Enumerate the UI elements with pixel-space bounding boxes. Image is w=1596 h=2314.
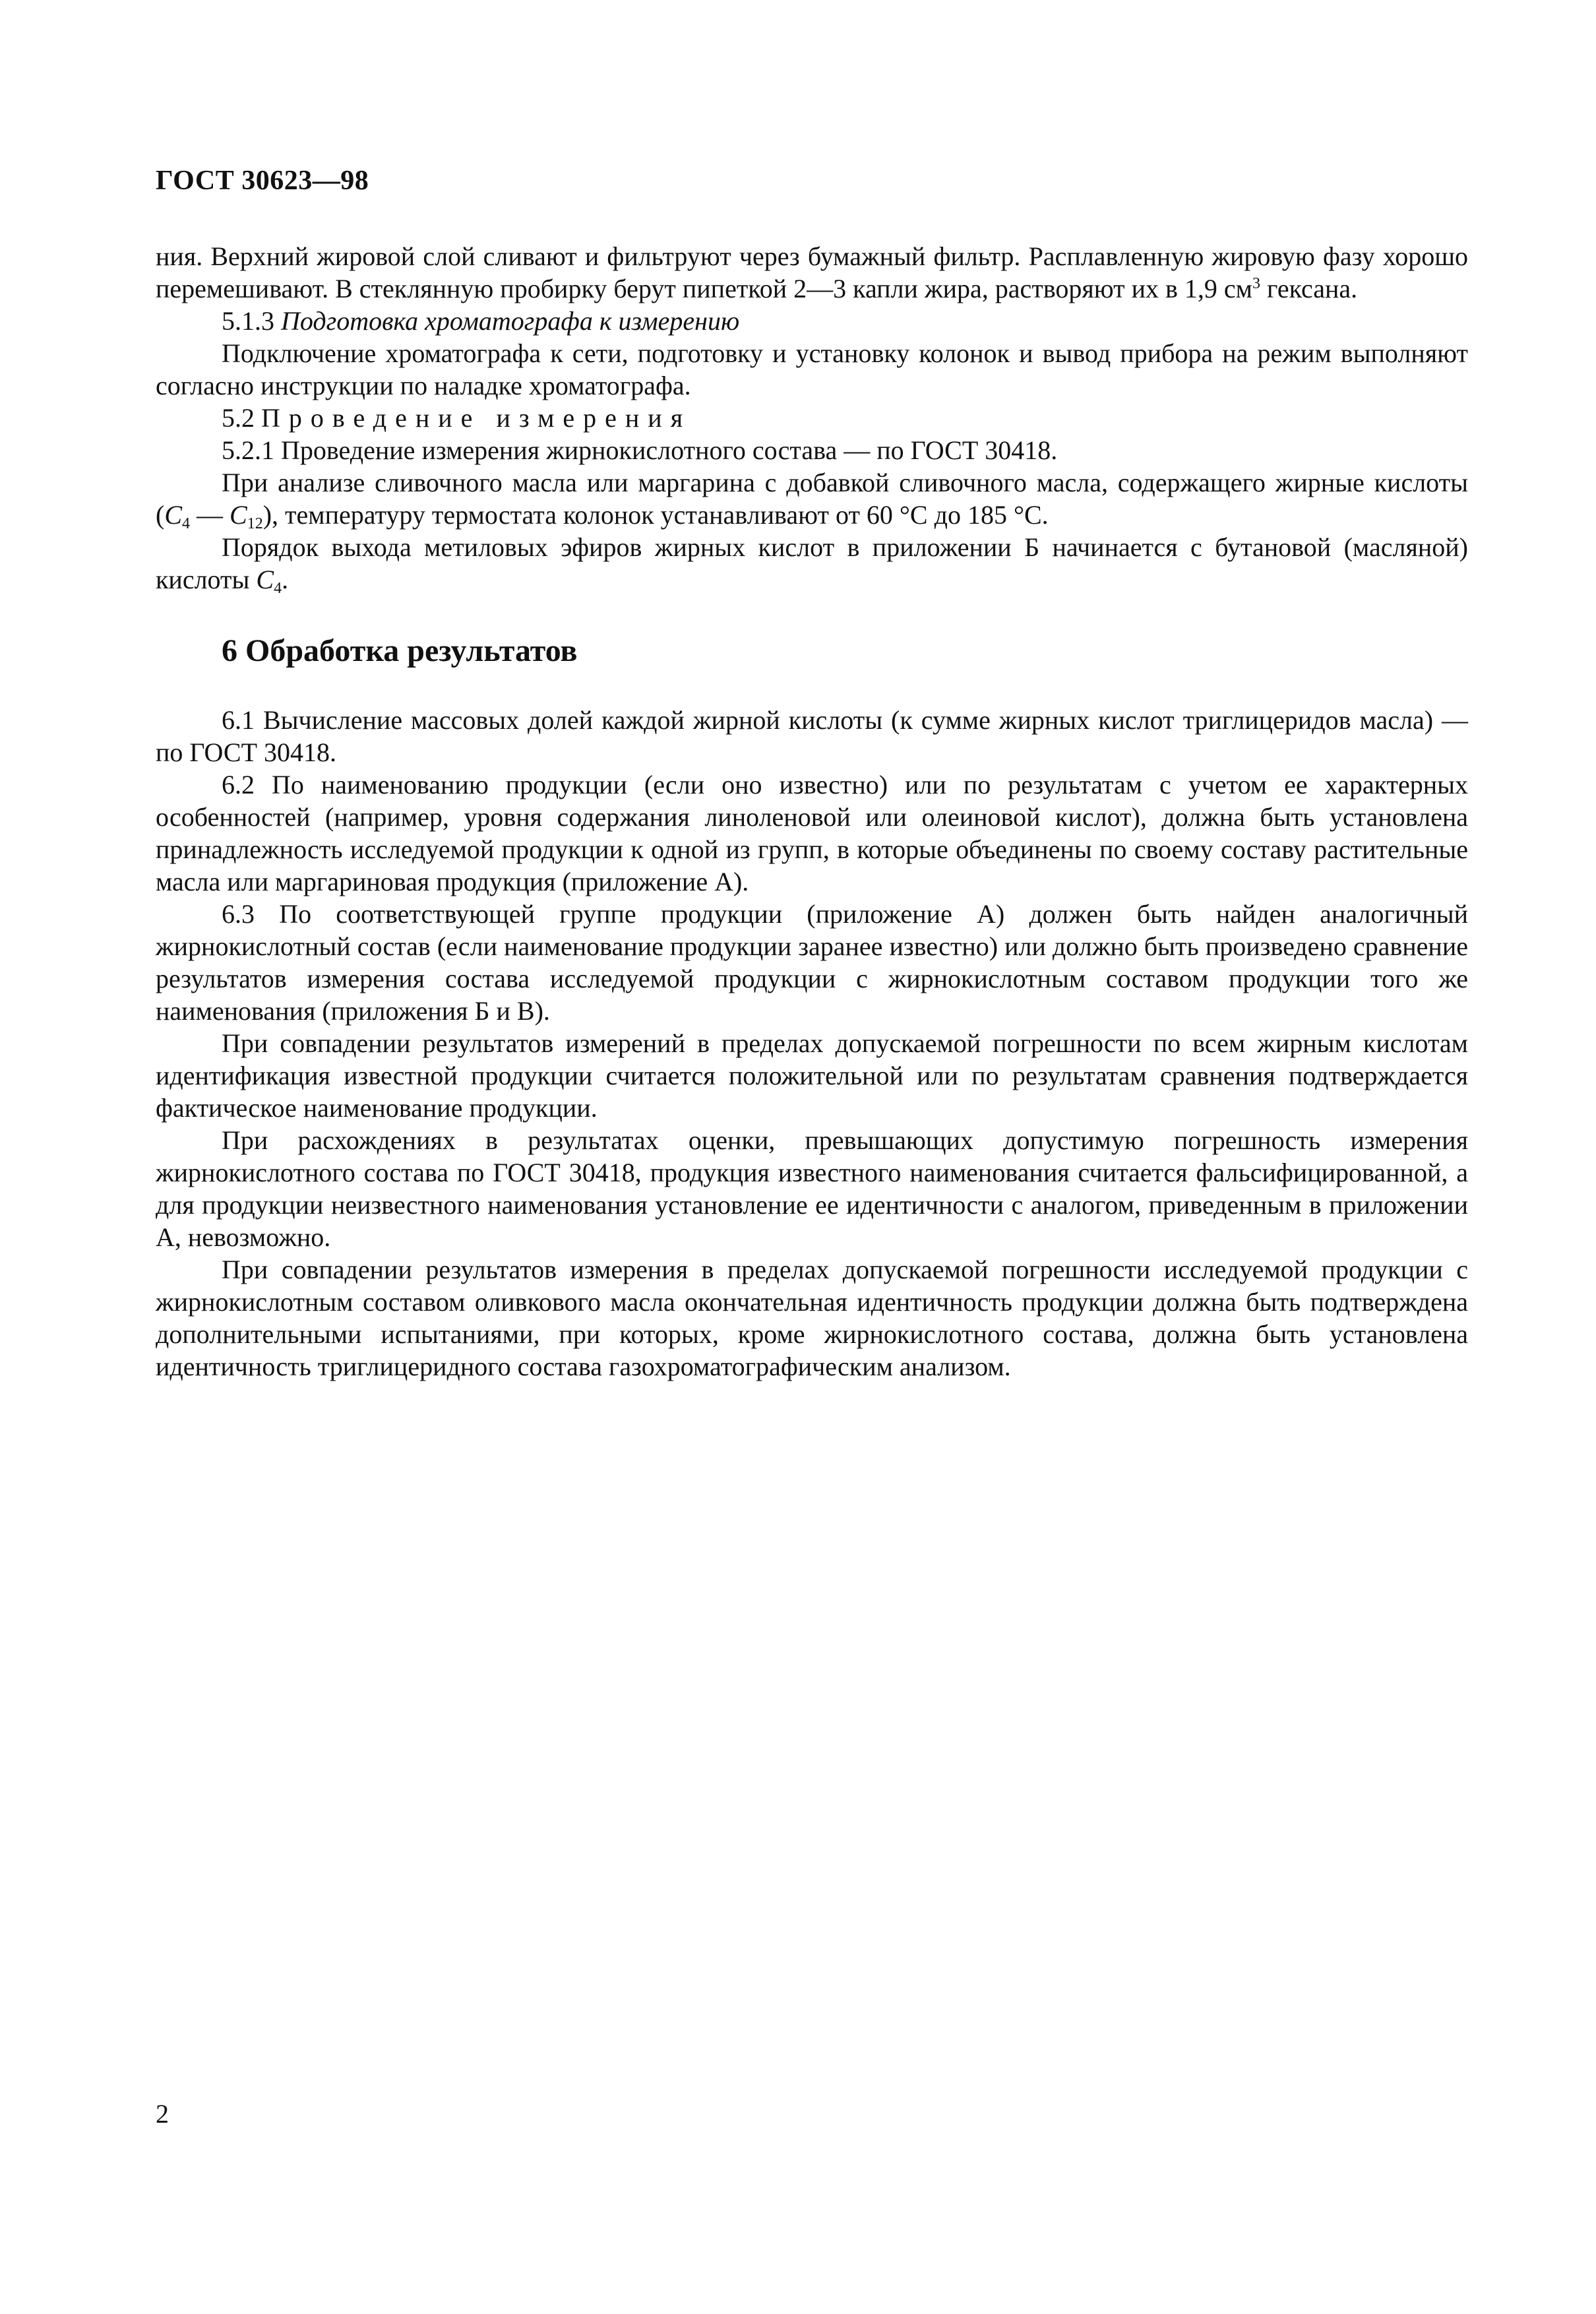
subscript: 12 xyxy=(247,515,263,532)
formula-symbol: C xyxy=(230,500,247,530)
item-5-1-3 xyxy=(156,305,1468,337)
paragraph-text: гексана. xyxy=(1260,274,1358,303)
item-5-2 xyxy=(156,402,1468,434)
dash: — xyxy=(190,500,230,530)
paragraph-5-2-1: 5.2.1 Проведение измерения жирнокислотного состава — по ГОСТ 30418. xyxy=(222,435,1058,465)
continued-paragraph xyxy=(156,240,1468,305)
paragraph-olive: При совпадении результатов измерения в пределах допускаемой погрешности исследуемой продукции с жирнокислотным составом оливкового масла окончательная идентичность продукции должна быть подтверждена дополнительными испытаниями, при которых, кроме жирнокислотного состава, должна быть установлена идентичность триглицеридного состава газохроматографическим анализом. xyxy=(156,1255,1468,1381)
document-body xyxy=(156,240,1468,1383)
paragraph-order xyxy=(156,531,1468,596)
paragraph-6-2: 6.2 По наименованию продукции (если оно известно) или по результатам с учетом ее характерных особенностей (например, уровня содержания линоленовой или олеиновой кислот), должна быть установлена принадлежность исследуемой продукции к одной из групп, в которые объединены по своему составу растительные масла или маргариновая продукция (приложение А). xyxy=(156,770,1468,896)
item-number: 5.2 xyxy=(222,403,261,433)
paragraph-6-3: 6.3 По соответствующей группе продукции (приложение А) должен быть найден аналогичный жирнокислотный состав (если наименование продукции заранее известно) или должно быть произведено сравнение результатов измерения состава исследуемой продукции с жирнокислотным составом продукции того же наименования (приложения Б и В). xyxy=(156,899,1468,1026)
paragraph-setup: Подключение хроматографа к сети, подготовку и установку колонок и вывод прибора на режим выполняют согласно инструкции по наладке хроматографа. xyxy=(156,338,1468,400)
item-title: Подготовка хроматографа к измерению xyxy=(281,306,740,336)
formula-symbol: C xyxy=(164,500,183,530)
paragraph-text: ), температуру термостата колонок устанавливают от 60 °С до 185 °С. xyxy=(262,500,1049,530)
formula-symbol: C xyxy=(256,565,274,594)
subscript: 4 xyxy=(182,515,191,532)
paragraph-text: . xyxy=(282,565,289,594)
paragraph-text: Порядок выхода метиловых эфиров жирных кислот в приложении Б начинается с бутановой (масляной) кислоты xyxy=(156,532,1468,594)
item-title: Проведение измерения xyxy=(261,403,692,433)
paragraph-butter xyxy=(156,466,1468,531)
paragraph-text: ния. Верхний жировой слой сливают и фильтруют через бумажный фильтр. Расплавленную жировую фазу хорошо перемешивают. В стеклянную пробирку берут пипеткой 2—3 капли жира, растворяют их в 1,9 см xyxy=(156,241,1468,303)
section-heading: 6 Обработка результатов xyxy=(222,633,578,668)
paragraph-text: При анализе сливочного масла или маргарина с добавкой сливочного масла, содержащего жирные кислоты ( xyxy=(156,468,1468,530)
page-number: 2 xyxy=(156,2099,169,2129)
paragraph-discrepancy: При расхождениях в результатах оценки, превышающих допустимую погрешность измерения жирнокислотного состава по ГОСТ 30418, продукция известного наименования считается фальсифицированной, а для продукции неизвестного наименования установление ее идентичности с аналогом, приведенным в приложении А, невозможно. xyxy=(156,1125,1468,1252)
subscript: 4 xyxy=(274,580,282,597)
document-header: ГОСТ 30623—98 xyxy=(156,166,369,196)
paragraph-6-1: 6.1 Вычисление массовых долей каждой жирной кислоты (к сумме жирных кислот триглицеридов масла) — по ГОСТ 30418. xyxy=(156,705,1468,767)
paragraph-coincidence: При совпадении результатов измерений в пределах допускаемой погрешности по всем жирным кислотам идентификация известной продукции считается положительной или по результатам сравнения подтверждается фактическое наименование продукции. xyxy=(156,1028,1468,1123)
item-number: 5.1.3 xyxy=(222,306,281,336)
superscript: 3 xyxy=(1252,275,1260,292)
